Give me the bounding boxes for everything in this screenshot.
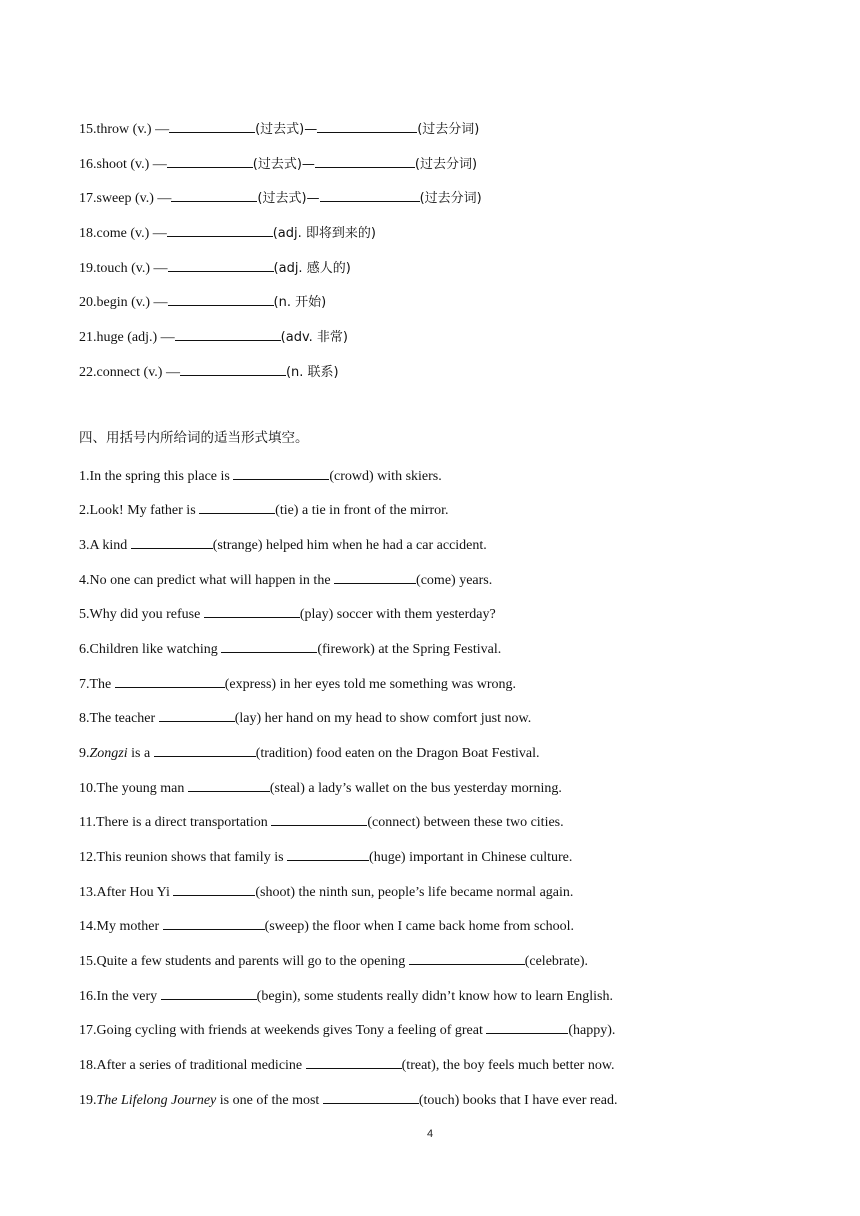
answer-blank[interactable] [161,985,257,1000]
item-word: touch (v.) — [96,261,168,276]
item-label: (adj. 即将到来的) [272,226,376,241]
item-text: is one of the most [216,1093,323,1108]
answer-blank[interactable] [168,257,274,272]
answer-blank[interactable] [323,1089,419,1104]
fill-in-item [79,1089,617,1110]
item-text: After Hou Yi [96,885,174,900]
fill-in-item [79,742,540,763]
answer-blank[interactable] [115,673,225,688]
item-label: (过去分词) [419,191,482,206]
item-text: My mother [96,919,163,934]
item-number: 4. [79,573,90,588]
word-form-item [79,222,376,243]
fill-in-item [79,673,516,694]
answer-blank[interactable] [180,361,286,376]
item-text: (happy). [568,1023,616,1038]
item-number: 9. [79,746,90,761]
answer-blank[interactable] [204,603,300,618]
answer-blank[interactable] [171,187,257,202]
item-text: Children like watching [89,642,222,657]
item-text: (play) soccer with them yesterday? [299,607,496,622]
fill-in-item [79,1054,615,1075]
item-number: 14. [79,919,97,934]
item-text: (express) in her eyes told me something was wrong. [224,677,516,692]
item-label: (过去分词) [417,122,480,137]
answer-blank[interactable] [315,153,415,168]
item-text: Why did you refuse [89,607,204,622]
answer-blank[interactable] [271,811,367,826]
item-number: 20. [79,295,97,310]
answer-blank[interactable] [287,846,369,861]
item-number: 7. [79,677,90,692]
fill-in-item [79,1019,615,1040]
item-text: In the spring this place is [89,469,234,484]
fill-in-item [79,881,573,902]
item-text: (steal) a lady’s wallet on the bus yesterday morning. [269,781,562,796]
word-form-item [79,187,482,208]
item-text: (begin), some students really didn’t know how to learn English. [256,989,613,1004]
item-label: (过去分词) [414,157,478,172]
item-text: (celebrate). [524,954,589,969]
item-text: (crowd) with skiers. [329,469,442,484]
fill-in-item [79,811,564,832]
item-text: is a [127,746,154,761]
answer-blank[interactable] [317,118,417,133]
fill-in-item [79,465,442,486]
word-form-item [79,257,351,278]
item-number: 17. [79,191,97,206]
item-text: Quite a few students and parents will go to the opening [96,954,409,969]
item-number: 12. [79,850,97,865]
fill-in-item [79,985,613,1006]
item-word: come (v.) — [96,226,167,241]
fill-in-item [79,569,492,590]
item-number: 18. [79,226,97,241]
item-word: shoot (v.) — [96,157,167,172]
item-number: 1. [79,469,90,484]
word-form-item [79,118,479,139]
item-text: (tradition) food eaten on the Dragon Boat Festival. [255,746,540,761]
item-number: 11. [79,815,96,830]
item-number: 5. [79,607,90,622]
answer-blank[interactable] [175,326,281,341]
answer-blank[interactable] [320,187,420,202]
fill-in-item [79,777,562,798]
item-word: connect (v.) — [96,365,180,380]
item-label: (过去式)— [252,157,315,172]
item-number: 10. [79,781,97,796]
item-number: 18. [79,1058,97,1073]
answer-blank[interactable] [154,742,256,757]
item-word: throw (v.) — [96,122,170,137]
item-text: (tie) a tie in front of the mirror. [275,503,449,518]
section-4-heading: 四、用括号内所给词的适当形式填空。 [79,430,309,446]
item-label: (过去式)— [255,122,318,137]
item-text: (sweep) the floor when I came back home from school. [264,919,575,934]
item-text: (come) years. [416,573,493,588]
answer-blank[interactable] [199,499,275,514]
item-number: 19. [79,1093,97,1108]
item-text: Going cycling with friends at weekends gives Tony a feeling of great [96,1023,487,1038]
item-text: (shoot) the ninth sun, people’s life became normal again. [255,885,574,900]
fill-in-item [79,707,531,728]
item-number: 6. [79,642,90,657]
answer-blank[interactable] [188,777,270,792]
fill-in-item [79,603,496,624]
answer-blank[interactable] [173,881,255,896]
item-text: (lay) her hand on my head to show comfort just now. [234,711,532,726]
answer-blank[interactable] [168,291,274,306]
fill-in-item [79,915,574,936]
item-word: huge (adj.) — [96,330,175,345]
item-text: In the very [96,989,161,1004]
item-text: The [89,677,115,692]
word-form-item [79,291,326,312]
item-number: 17. [79,1023,97,1038]
item-italic-title: Zongzi [89,746,128,761]
item-text: (strange) helped him when he had a car accident. [212,538,487,553]
item-number: 22. [79,365,97,380]
item-text: The teacher [89,711,159,726]
item-number: 21. [79,330,97,345]
answer-blank[interactable] [409,950,525,965]
answer-blank[interactable] [334,569,416,584]
item-italic-title: The Lifelong Journey [96,1093,217,1108]
item-number: 2. [79,503,90,518]
item-label: (过去式)— [257,191,320,206]
answer-blank[interactable] [169,118,255,133]
answer-blank[interactable] [167,153,253,168]
item-number: 15. [79,122,97,137]
word-form-item [79,153,477,174]
item-text: There is a direct transportation [95,815,272,830]
fill-in-item [79,950,588,971]
page-number: 4 [426,1128,434,1140]
item-number: 3. [79,538,90,553]
fill-in-item [79,638,501,659]
item-label: (n. 开始) [273,295,327,310]
item-label: (adj. 感人的) [273,261,351,276]
answer-blank[interactable] [221,638,317,653]
answer-blank[interactable] [486,1019,568,1034]
item-label: (n. 联系) [285,365,339,380]
item-number: 19. [79,261,97,276]
item-number: 13. [79,885,97,900]
item-word: sweep (v.) — [96,191,172,206]
answer-blank[interactable] [131,534,213,549]
word-form-item [79,326,348,347]
answer-blank[interactable] [159,707,235,722]
item-label: (adv. 非常) [280,330,348,345]
item-text: A kind [89,538,131,553]
item-number: 8. [79,711,90,726]
fill-in-item [79,534,487,555]
item-word: begin (v.) — [96,295,168,310]
item-text: (treat), the boy feels much better now. [401,1058,615,1073]
item-number: 16. [79,157,97,172]
item-text: (firework) at the Spring Festival. [317,642,502,657]
item-text: The young man [96,781,188,796]
answer-blank[interactable] [163,915,265,930]
item-text: This reunion shows that family is [96,850,288,865]
item-text: No one can predict what will happen in the [89,573,335,588]
item-text: (huge) important in Chinese culture. [369,850,573,865]
fill-in-item [79,846,572,867]
fill-in-item [79,499,449,520]
answer-blank[interactable] [233,465,329,480]
answer-blank[interactable] [167,222,273,237]
item-text: (touch) books that I have ever read. [418,1093,618,1108]
word-form-item [79,361,339,382]
item-text: After a series of traditional medicine [96,1058,306,1073]
item-number: 16. [79,989,97,1004]
item-text: (connect) between these two cities. [367,815,564,830]
item-text: Look! My father is [89,503,200,518]
answer-blank[interactable] [306,1054,402,1069]
item-number: 15. [79,954,97,969]
